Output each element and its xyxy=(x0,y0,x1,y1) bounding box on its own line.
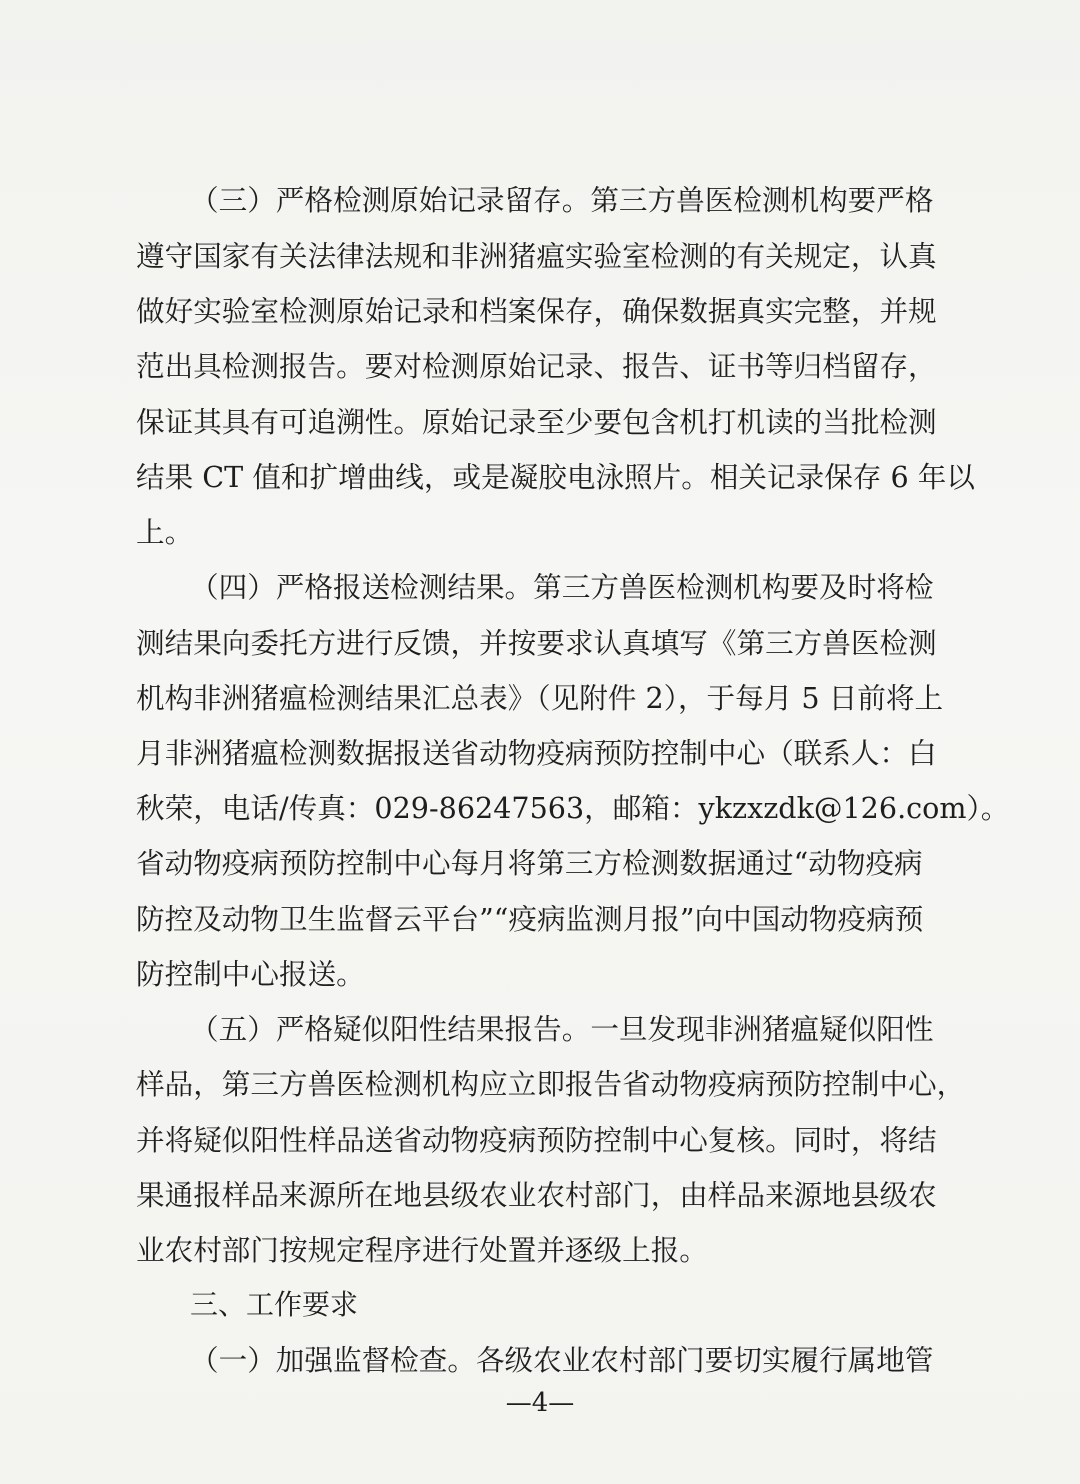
text-line: （五）严格疑似阳性结果报告。一旦发现非洲猪瘟疑似阳性 xyxy=(190,1012,934,1046)
text-line: 遵守国家有关法律法规和非洲猪瘟实验室检测的有关规定，认真 xyxy=(136,239,937,273)
text-line: 测结果向委托方进行反馈，并按要求认真填写《第三方兽医检测 xyxy=(136,626,937,660)
text-line: 上。 xyxy=(136,515,194,549)
text-line: 并将疑似阳性样品送省动物疫病预防控制中心复核。同时，将结 xyxy=(136,1123,937,1157)
text-line: 防控制中心报送。 xyxy=(136,957,365,991)
text-line: （四）严格报送检测结果。第三方兽医检测机构要及时将检 xyxy=(190,570,934,604)
text-line: 省动物疫病预防控制中心每月将第三方检测数据通过“动物疫病 xyxy=(136,846,923,880)
text-line: 范出具检测报告。要对检测原始记录、报告、证书等归档留存， xyxy=(136,349,937,383)
text-line: 业农村部门按规定程序进行处置并逐级上报。 xyxy=(136,1233,708,1267)
text-line: 果通报样品来源所在地县级农业农村部门，由样品来源地县级农 xyxy=(136,1178,937,1212)
page-number: —4— xyxy=(505,1388,575,1418)
section-heading: 三、工作要求 xyxy=(190,1288,359,1321)
text-line: 保证其具有可追溯性。原始记录至少要包含机打机读的当批检测 xyxy=(136,405,937,439)
text-line: 秋荣，电话/传真：029-86247563，邮箱：ykzxzdk@126.com）。 xyxy=(136,791,1010,825)
text-line: （三）严格检测原始记录留存。第三方兽医检测机构要严格 xyxy=(190,183,934,217)
text-line: 机构非洲猪瘟检测结果汇总表》（见附件 2），于每月 5 日前将上 xyxy=(136,681,944,715)
text-line: 做好实验室检测原始记录和档案保存，确保数据真实完整，并规 xyxy=(136,294,937,328)
text-line: 防控及动物卫生监督云平台”“疫病监测月报”向中国动物疫病预 xyxy=(136,902,924,936)
text-line: 样品，第三方兽医检测机构应立即报告省动物疫病预防控制中心， xyxy=(136,1067,966,1101)
text-line: （一）加强监督检查。各级农业农村部门要切实履行属地管 xyxy=(190,1343,934,1377)
text-line: 月非洲猪瘟检测数据报送省动物疫病预防控制中心（联系人：白 xyxy=(136,736,937,770)
text-line: 结果 CT 值和扩增曲线，或是凝胶电泳照片。相关记录保存 6 年以 xyxy=(136,460,975,494)
